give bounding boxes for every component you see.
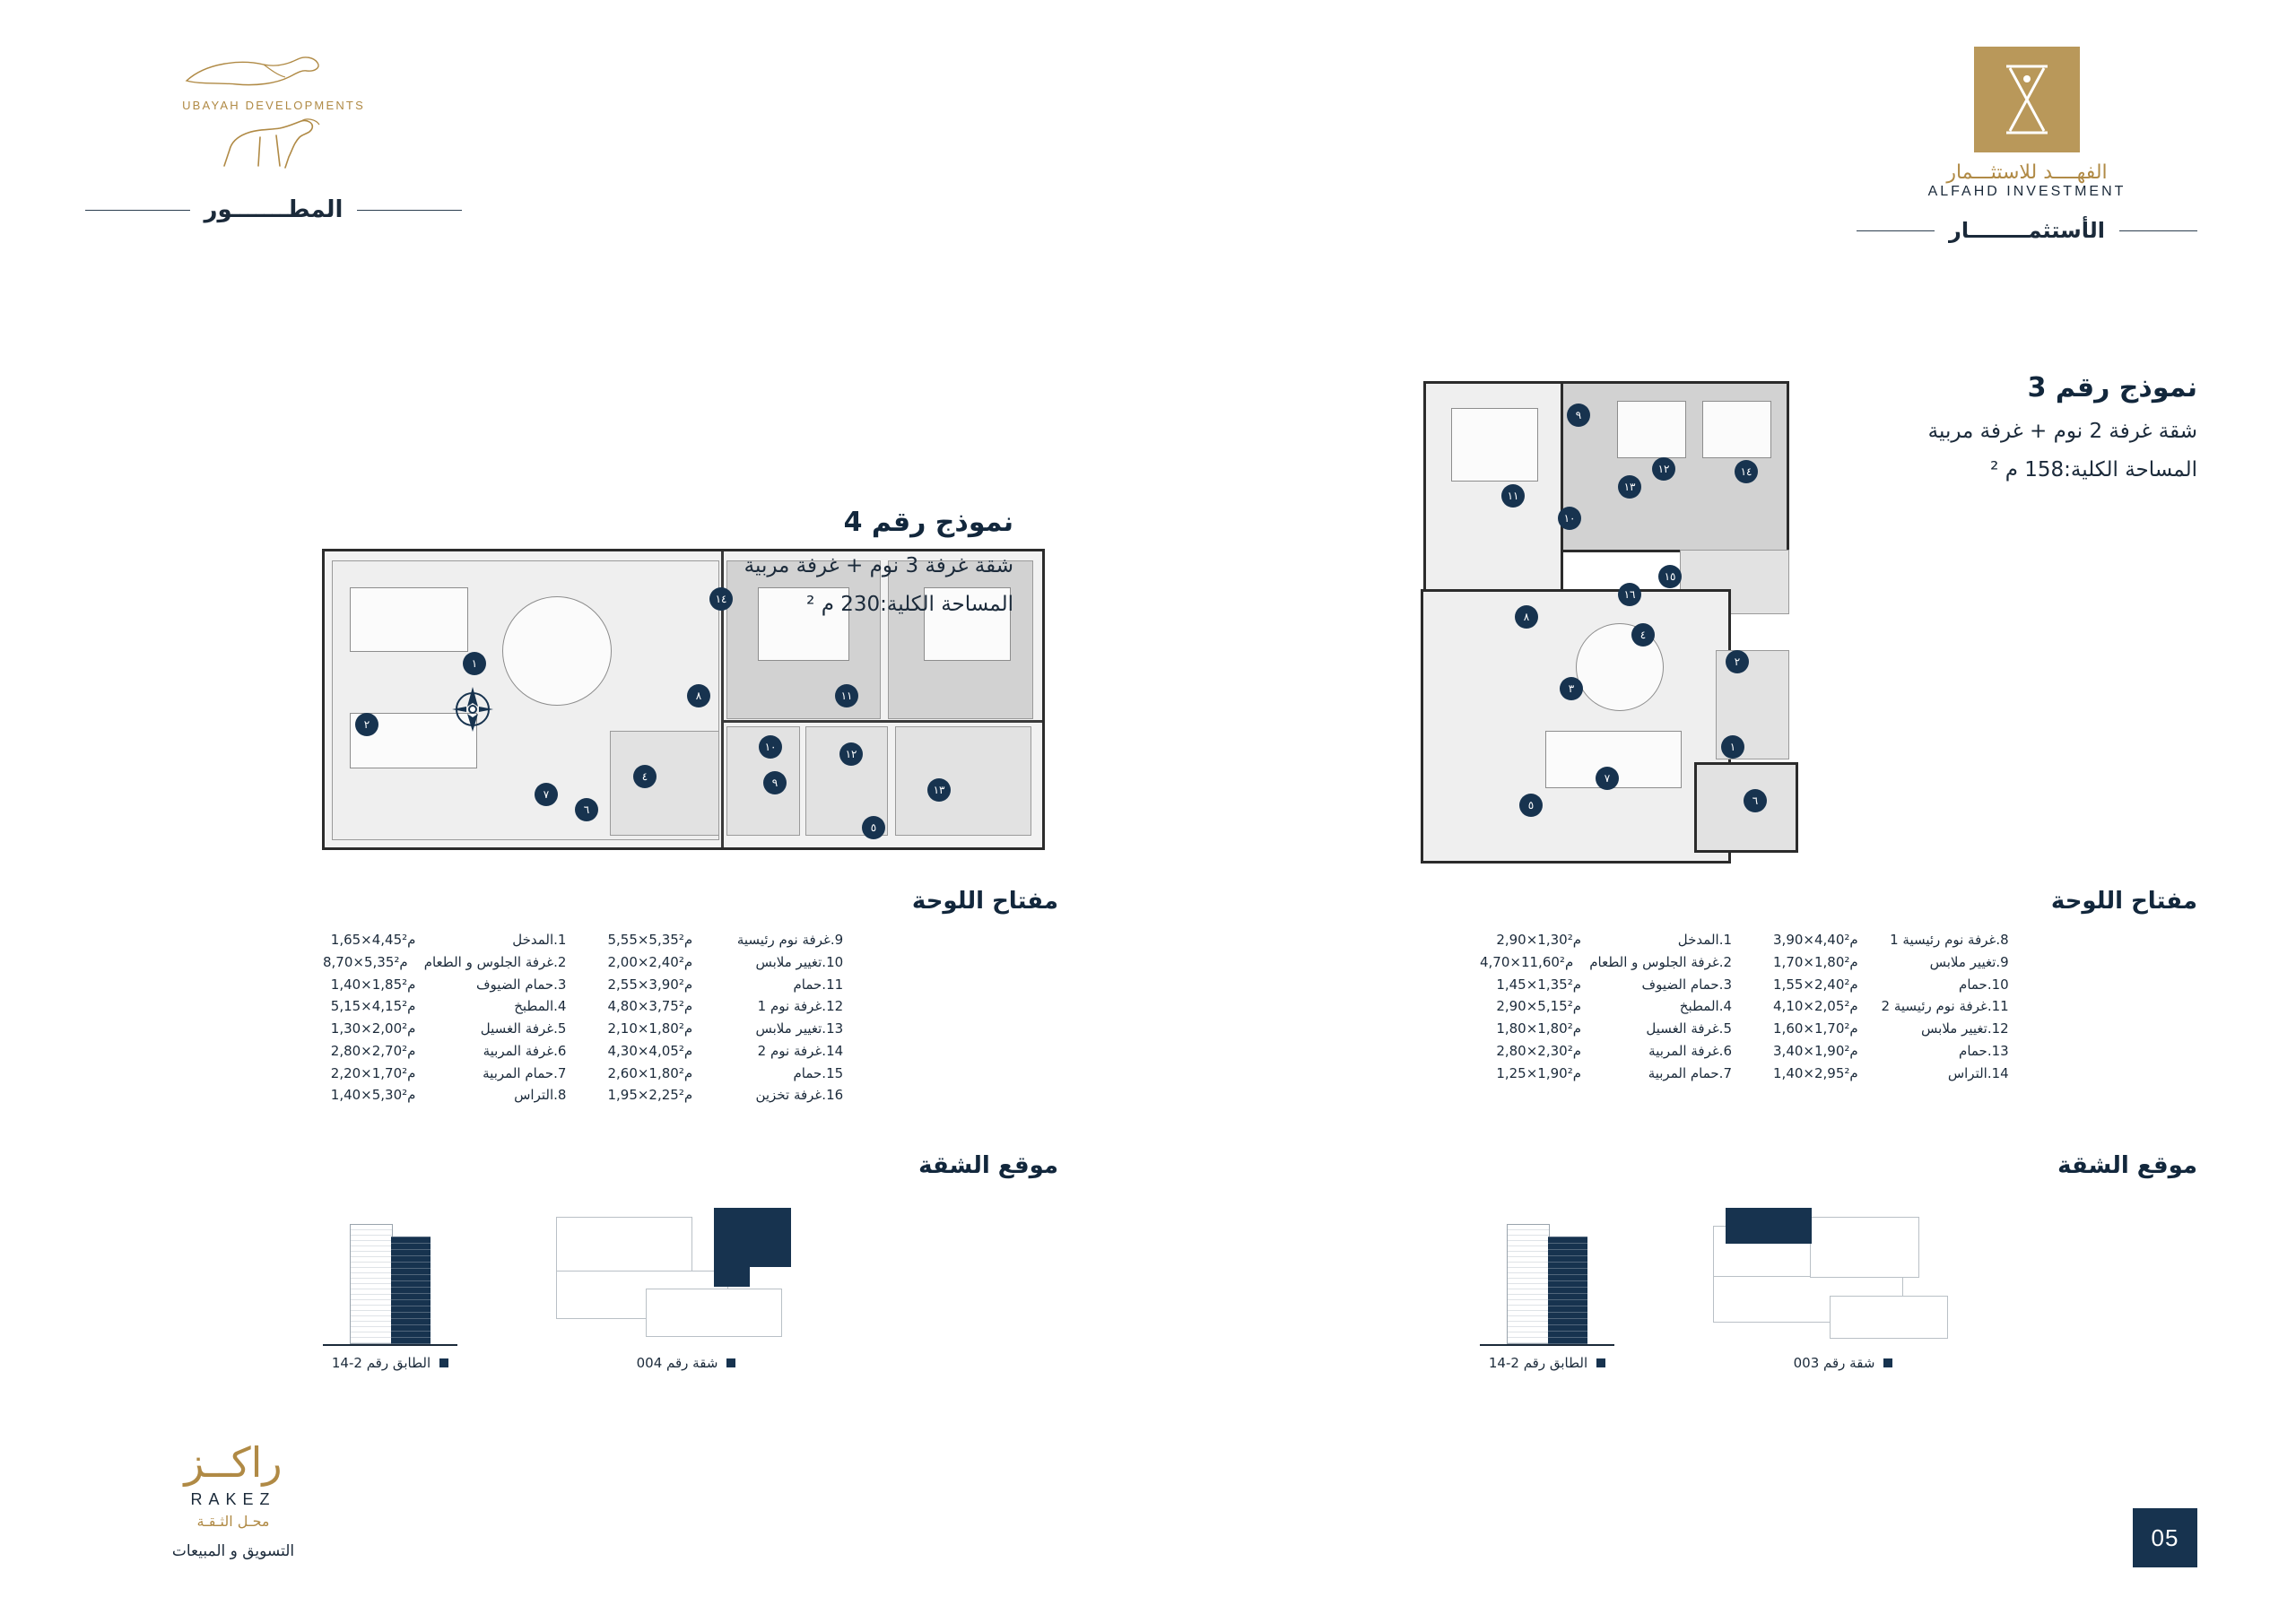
- ubayah-logo: [85, 54, 462, 173]
- legend-row: [323, 1064, 566, 1084]
- rakez-name-ar: راكــز: [184, 1438, 283, 1487]
- investment-caption-row: [1857, 218, 2197, 243]
- plan-marker: ٥: [1519, 794, 1543, 817]
- legend-name: 8.غرفة نوم رئيسية 1: [1890, 932, 2009, 948]
- plan-marker: ٧: [535, 783, 558, 806]
- horse-icon: [206, 117, 341, 173]
- legend-row: [323, 1020, 566, 1039]
- plan-marker: ١٢: [1652, 457, 1675, 481]
- rule-left: [357, 210, 462, 211]
- legend-block-model-3: [1480, 888, 2197, 1083]
- unit-area: المساحة الكلية:230 م ²: [806, 592, 1013, 616]
- legend-name: 11.حمام: [793, 976, 844, 993]
- legend-row: [323, 1086, 566, 1106]
- legend-dimension: 4,70×11,60م²: [1480, 953, 1574, 970]
- caption-text: الطابق رقم 2-14: [1488, 1355, 1588, 1371]
- legend-dimension: 4,30×4,05م²: [607, 1042, 693, 1059]
- alfahd-name-ar: الفهــــد للاستثـــمار: [1946, 161, 2108, 184]
- location-tower: [1480, 1211, 1614, 1371]
- tower-diagram: [1480, 1211, 1614, 1346]
- legend-name: 9.تغيير ملابس: [1929, 953, 2009, 970]
- plan-bed: [1617, 401, 1686, 458]
- alfahd-name-en: ALFAHD INVESTMENT: [1927, 184, 2126, 199]
- legend-name: 5.غرفة الغسيل: [1646, 1020, 1733, 1037]
- legend-row: [1773, 997, 2009, 1017]
- plan-wall: [724, 720, 1042, 723]
- legend-title: مفتاح اللوحة: [2050, 888, 2197, 915]
- plan-dining: [350, 587, 468, 652]
- legend-row: [1773, 953, 2009, 973]
- caption-text: شقة رقم 004: [636, 1355, 718, 1371]
- fp-block: [556, 1217, 692, 1272]
- legend-row: [607, 976, 843, 995]
- rakez-name-en: RAKEZ: [190, 1490, 276, 1508]
- legend-name: 16.غرفة تخزين: [755, 1087, 844, 1104]
- legend-dimension: 8,70×5,35م²: [323, 953, 408, 970]
- location-caption: [1794, 1355, 1893, 1371]
- tower-highlighted-floors: [1548, 1237, 1587, 1344]
- rule-right: [1857, 230, 1935, 231]
- developer-logo-block: [85, 54, 462, 223]
- rule-right: [85, 210, 190, 211]
- location-caption: [332, 1355, 448, 1371]
- investor-logo-block: [1857, 47, 2197, 243]
- legend-name: 13.تغيير ملابس: [755, 1020, 844, 1037]
- legend-swatch-icon: [439, 1358, 448, 1367]
- legend-dimension: 1,95×2,25م²: [607, 1087, 693, 1104]
- legend-name: 5.غرفة الغسيل: [480, 1020, 567, 1037]
- plan-marker: ٧: [1596, 767, 1619, 790]
- legend-row: [607, 997, 843, 1017]
- legend-dimension: 5,55×5,35م²: [607, 932, 693, 948]
- legend-name: 4.المطبخ: [1679, 998, 1733, 1015]
- legend-row: [323, 976, 566, 995]
- legend-dimension: 4,80×3,75م²: [607, 998, 693, 1015]
- location-caption: [1489, 1355, 1605, 1371]
- legend-name: 6.غرفة المربية: [483, 1042, 567, 1059]
- legend-name: 3.حمام الضيوف: [1641, 976, 1733, 993]
- legend-row: [607, 1064, 843, 1084]
- plan-bath: [895, 726, 1031, 836]
- legend-name: 1.المدخل: [512, 932, 567, 948]
- caption-text: الطابق رقم 2-14: [331, 1355, 431, 1371]
- legend-swatch-icon: [1883, 1358, 1892, 1367]
- plan-kitchen: [610, 731, 719, 836]
- location-block-model-4: [323, 1152, 1058, 1371]
- legend-dimension: 1,40×2,95م²: [1773, 1064, 1858, 1081]
- plan-marker: ٩: [1567, 404, 1590, 427]
- location-caption: [637, 1355, 736, 1371]
- alfahd-logo-mark: [1974, 47, 2080, 152]
- compass-icon-model-4: [443, 680, 502, 739]
- legend-row: [1480, 1042, 1732, 1062]
- legend-column-1: [323, 931, 566, 1106]
- legend-row: [1480, 976, 1732, 995]
- plan-marker: ١١: [1501, 484, 1525, 508]
- legend-dimension: 1,60×1,70م²: [1773, 1020, 1858, 1037]
- legend-dimension: 2,20×1,70م²: [330, 1064, 416, 1081]
- floorplate-diagram: [1695, 1202, 1991, 1346]
- tower-base: [323, 1344, 457, 1346]
- plan-marker: ١٤: [709, 587, 733, 611]
- legend-dimension: 2,55×3,90م²: [607, 976, 693, 993]
- ubayah-label: UBAYAH DEVELOPMENTS: [182, 99, 365, 112]
- location-title: موقع الشقة: [2057, 1152, 2197, 1179]
- plan-marker: ٦: [575, 798, 598, 821]
- plan-marker: ١٥: [1658, 565, 1682, 588]
- legend-swatch-icon: [726, 1358, 735, 1367]
- fp-highlighted-unit: [1726, 1208, 1812, 1244]
- legend-name: 7.حمام المربية: [483, 1064, 567, 1081]
- legend-dimension: 1,40×1,85م²: [330, 976, 416, 993]
- legend-dimension: 4,10×2,05م²: [1773, 998, 1858, 1015]
- rakez-tagline: محـل الثـقـة: [196, 1513, 270, 1530]
- floorplate-diagram: [538, 1202, 834, 1346]
- plan-marker: ٥: [862, 816, 885, 839]
- legend-swatch-icon: [1596, 1358, 1605, 1367]
- legend-row: [1773, 1042, 2009, 1062]
- rakez-logo-block: [99, 1438, 368, 1560]
- legend-dimension: 1,40×5,30م²: [330, 1087, 416, 1104]
- fp-block: [1830, 1296, 1948, 1339]
- legend-name: 13.حمام: [1959, 1042, 2009, 1059]
- legend-row: [1480, 1020, 1732, 1039]
- legend-dimension: 2,00×2,40م²: [607, 953, 693, 970]
- plan-marker: ١١: [835, 684, 858, 707]
- legend-dimension: 2,80×2,70م²: [330, 1042, 416, 1059]
- legend-dimension: 1,30×2,00م²: [330, 1020, 416, 1037]
- tower-highlighted-floors: [391, 1237, 430, 1344]
- developer-caption-row: [85, 196, 462, 223]
- legend-row: [607, 1086, 843, 1106]
- ubayah-horse-line-icon: [170, 54, 377, 93]
- legend-name: 11.غرفة نوم رئيسية 2: [1881, 998, 2009, 1015]
- legend-name: 14.غرفة نوم 2: [757, 1042, 844, 1059]
- legend-row: [607, 931, 843, 950]
- legend-dimension: 3,40×1,90م²: [1773, 1042, 1858, 1059]
- plan-marker: ١٣: [1618, 475, 1641, 499]
- unit-area: المساحة الكلية:158 م ²: [1990, 457, 2197, 482]
- hourglass-icon: [1974, 47, 2080, 152]
- legend-row: [607, 953, 843, 973]
- unit-heading-model-4: [547, 507, 1013, 616]
- tower-diagram: [323, 1211, 457, 1346]
- plan-marker: ٤: [1631, 623, 1655, 647]
- legend-dimension: 3,90×4,40م²: [1773, 932, 1858, 948]
- rule-left: [2119, 230, 2197, 231]
- unit-subtitle: شقة غرفة 3 نوم + غرفة مربية: [744, 554, 1013, 577]
- legend-columns: [323, 931, 1058, 1106]
- legend-title: مفتاح اللوحة: [911, 888, 1058, 915]
- location-block-model-3: [1480, 1152, 2197, 1371]
- plan-marker: ١٠: [1558, 507, 1581, 530]
- rakez-subtitle: التسويق و المبيعات: [171, 1542, 295, 1560]
- caption-text: شقة رقم 003: [1793, 1355, 1875, 1371]
- legend-name: 9.غرفة نوم رئيسية: [736, 932, 844, 948]
- plan-marker: ٢: [1726, 650, 1749, 673]
- legend-row: [323, 997, 566, 1017]
- legend-name: 14.التراس: [1947, 1064, 2009, 1081]
- legend-name: 10.حمام: [1959, 976, 2009, 993]
- tower-base: [1480, 1344, 1614, 1346]
- legend-name: 8.التراس: [514, 1087, 567, 1104]
- plan-marker: ١: [1721, 735, 1744, 759]
- location-floorplate: [538, 1202, 834, 1371]
- legend-name: 12.تغيير ملابس: [1921, 1020, 2009, 1037]
- investment-word: الأستثمــــــــار: [1949, 218, 2105, 243]
- legend-dimension: 1,70×1,80م²: [1773, 953, 1858, 970]
- legend-dimension: 1,25×1,90م²: [1496, 1064, 1582, 1081]
- location-items: [1480, 1202, 2197, 1371]
- legend-dimension: 2,60×1,80م²: [607, 1064, 693, 1081]
- legend-column-1: [1480, 931, 1732, 1083]
- legend-row: [323, 953, 566, 973]
- legend-row: [1773, 1020, 2009, 1039]
- location-floorplate: [1695, 1202, 1991, 1371]
- plan-marker: ٩: [763, 771, 787, 794]
- fp-block: [646, 1289, 782, 1337]
- legend-row: [1480, 953, 1732, 973]
- legend-row: [607, 1020, 843, 1039]
- page-number-badge: 05: [2133, 1508, 2197, 1567]
- legend-dimension: 1,80×1,80م²: [1496, 1020, 1582, 1037]
- legend-row: [1773, 976, 2009, 995]
- location-items: [323, 1202, 1058, 1371]
- plan-marker: ١: [463, 652, 486, 675]
- fp-highlighted-unit-tail: [714, 1267, 750, 1287]
- legend-row: [323, 1042, 566, 1062]
- legend-dimension: 2,10×1,80م²: [607, 1020, 693, 1037]
- tower-body: [350, 1224, 393, 1344]
- plan-marker: ١٠: [759, 735, 782, 759]
- plan-living: [1421, 589, 1731, 864]
- legend-row: [1480, 997, 1732, 1017]
- plan-marker: ١٦: [1618, 583, 1641, 606]
- fp-block: [1810, 1217, 1919, 1278]
- plan-marker: ١٢: [839, 742, 863, 766]
- plan-marker: ١٣: [927, 778, 951, 802]
- floor-plan-model-4: [1413, 381, 1798, 865]
- plan-marker: ٨: [1515, 605, 1538, 629]
- legend-column-2: [1773, 931, 2009, 1083]
- plan-bed: [1702, 401, 1771, 458]
- legend-block-model-4: [323, 888, 1058, 1106]
- plan-marker: ١٤: [1735, 460, 1758, 483]
- legend-row: [323, 931, 566, 950]
- legend-name: 4.المطبخ: [514, 998, 567, 1015]
- tower-body: [1507, 1224, 1550, 1344]
- legend-row: [1480, 931, 1732, 950]
- legend-name: 1.المدخل: [1677, 932, 1733, 948]
- developer-word: المطـــــــور: [204, 196, 344, 223]
- unit-title: نموذج رقم 4: [843, 507, 1013, 538]
- legend-dimension: 1,55×2,40م²: [1773, 976, 1858, 993]
- legend-name: 15.حمام: [793, 1064, 844, 1081]
- legend-row: [1773, 931, 2009, 950]
- legend-dimension: 2,90×5,15م²: [1496, 998, 1582, 1015]
- legend-dimension: 2,90×1,30م²: [1496, 932, 1582, 948]
- unit-title: نموذج رقم 3: [2027, 372, 2197, 404]
- legend-columns: [1480, 931, 2197, 1083]
- unit-subtitle: شقة غرفة 2 نوم + غرفة مربية: [1927, 420, 2197, 443]
- legend-row: [607, 1042, 843, 1062]
- legend-column-2: [607, 931, 843, 1106]
- legend-name: 7.حمام المربية: [1648, 1064, 1733, 1081]
- legend-name: 2.غرفة الجلوس و الطعام: [423, 953, 567, 970]
- fp-highlighted-unit: [714, 1208, 791, 1267]
- legend-name: 3.حمام الضيوف: [476, 976, 567, 993]
- legend-name: 10.تغيير ملابس: [755, 953, 844, 970]
- legend-dimension: 2,80×2,30م²: [1496, 1042, 1582, 1059]
- legend-row: [1480, 1064, 1732, 1084]
- legend-name: 2.غرفة الجلوس و الطعام: [1589, 953, 1733, 970]
- legend-dimension: 5,15×4,15م²: [330, 998, 416, 1015]
- legend-name: 12.غرفة نوم 1: [757, 998, 844, 1015]
- plan-marker: ٣: [1560, 677, 1583, 700]
- location-title: موقع الشقة: [918, 1152, 1058, 1179]
- legend-dimension: 1,45×1,35م²: [1496, 976, 1582, 993]
- legend-dimension: 1,65×4,45م²: [330, 932, 416, 948]
- location-tower: [323, 1211, 457, 1371]
- legend-name: 6.غرفة المربية: [1648, 1042, 1733, 1059]
- plan-marker: ٦: [1744, 789, 1767, 812]
- plan-marker: ٢: [355, 713, 378, 736]
- plan-marker: ٨: [687, 684, 710, 707]
- plan-bed: [1451, 408, 1538, 482]
- plan-marker: ٤: [633, 765, 657, 788]
- legend-row: [1773, 1064, 2009, 1084]
